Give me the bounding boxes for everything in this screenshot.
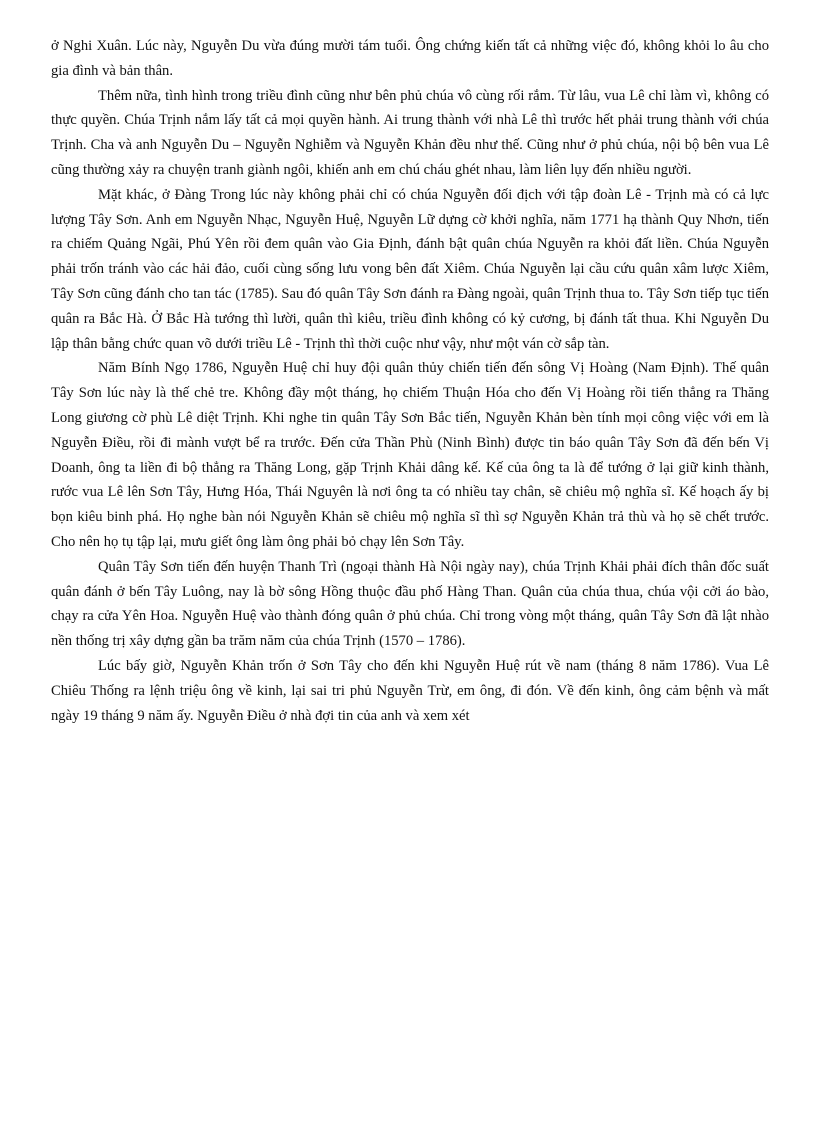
paragraph-court-turmoil: Thêm nữa, tình hình trong triều đình cũng như bên phủ chúa vô cùng rối rắm. Từ lâu, vua Lê chỉ làm vì, không có thực quyền. Chúa Trịnh nắm lấy tất cả mọi quyền hành. Ai trung thành với nhà Lê thì trước hết phải trung thành với chúa Trịnh. Cha và anh Nguyễn Du – Nguyễn Nghiễm và Nguyễn Khản đều như thế. Cũng như ở phủ chúa, nội bộ bên vua Lê cũng thường xảy ra chuyện tranh giành ngôi, khiến anh em chú cháu ghét nhau, làm liên lụy đến nhiều người. [51,87,769,178]
paragraph-1786-campaign: Năm Bính Ngọ 1786, Nguyễn Huệ chỉ huy đội quân thủy chiến tiến đến sông Vị Hoàng (Nam Định). Thế quân Tây Sơn lúc này là thế chẻ tre. Không đầy một tháng, họ chiếm Thuận Hóa cho đến Vị Hoàng rồi tiến thẳng ra Thăng Long giương cờ phù Lê diệt Trịnh. Khi nghe tin quân Tây Sơn Bắc tiến, Nguyễn Khản bèn tính mọi công việc với em là Nguyễn Điều, rồi đi mành vượt bể ra trước. Đến cửa Thần Phù (Ninh Bình) được tin báo quân Tây Sơn đã đến bến Vị Doanh, ông ta liền đi bộ thẳng ra Thăng Long, gặp Trịnh Khải dâng kế. Kế của ông ta là để tướng ở lại giữ kinh thành, rước vua Lê lên Sơn Tây, Hưng Hóa, Thái Nguyên là nơi ông ta có nhiều tay chân, sẽ chiêu mộ nghĩa sĩ. Kế hoạch ấy bị bọn kiêu binh phá. Họ nghe bàn nói Nguyễn Khản sẽ chiêu mộ nghĩa sĩ thì sợ Nguyễn Khản trả thù và họ sẽ chết trước. Cho nên họ tụ tập lại, mưu giết ông làm ông phải bỏ chạy lên Sơn Tây. [51,360,769,550]
paragraph-nguyen-khan-death: Lúc bấy giờ, Nguyễn Khản trốn ở Sơn Tây cho đến khi Nguyễn Huệ rút về nam (tháng 8 năm 1786). Vua Lê Chiêu Thống ra lệnh triệu ông về kinh, lại sai tri phủ Nguyễn Trừ, em ông, đi đón. Về đến kinh, ông cảm bệnh và mất ngày 19 tháng 9 năm ấy. Nguyễn Điều ở nhà đợi tin của anh và xem xét [51,657,769,724]
document-page [51,34,769,728]
paragraph-continuation: ở Nghi Xuân. Lúc này, Nguyễn Du vừa đúng mười tám tuổi. Ông chứng kiến tất cả những việc đó, không khỏi lo âu cho gia đình và bản thân. [51,38,769,79]
paragraph-tay-son-rise: Mặt khác, ở Đàng Trong lúc này không phải chỉ có chúa Nguyễn đối địch với tập đoàn Lê - Trịnh mà có cả lực lượng Tây Sơn. Anh em Nguyễn Nhạc, Nguyễn Huệ, Nguyễn Lữ dựng cờ khởi nghĩa, năm 1771 hạ thành Quy Nhơn, tiến ra chiếm Quảng Ngãi, Phú Yên rồi đem quân vào Gia Định, đánh bật quân chúa Nguyễn ra khỏi đất liền. Chúa Nguyễn phải trốn tránh vào các hải đảo, cuối cùng sống lưu vong bên đất Xiêm. Chúa Nguyễn lại cầu cứu quân xâm lược Xiêm, Tây Sơn cũng đánh cho tan tác (1785). Sau đó quân Tây Sơn đánh ra Đàng ngoài, quân Trịnh thua to. Tây Sơn tiếp tục tiến quân ra Bắc Hà. Ở Bắc Hà tướng thì lười, quân thì kiêu, triều đình không có kỷ cương, bị đánh tất thua. Khi Nguyễn Du lập thân bằng chức quan võ dưới triều Lê - Trịnh thì thời cuộc như vậy, như một ván cờ sắp tàn. [51,186,769,352]
paragraph-thang-long-fall: Quân Tây Sơn tiến đến huyện Thanh Trì (ngoại thành Hà Nội ngày nay), chúa Trịnh Khải phải đích thân đốc suất quân đánh ở bến Tây Luông, nay là bờ sông Hồng thuộc đầu phố Hàng Than. Quân của chúa thua, chúa vội cởi áo bào, chạy ra cửa Yên Hoa. Nguyễn Huệ vào thành đóng quân ở phủ chúa. Chỉ trong vòng một tháng, quân Tây Sơn đã lật nhào nền thống trị xây dựng gần ba trăm năm của chúa Trịnh (1570 – 1786). [51,558,769,650]
